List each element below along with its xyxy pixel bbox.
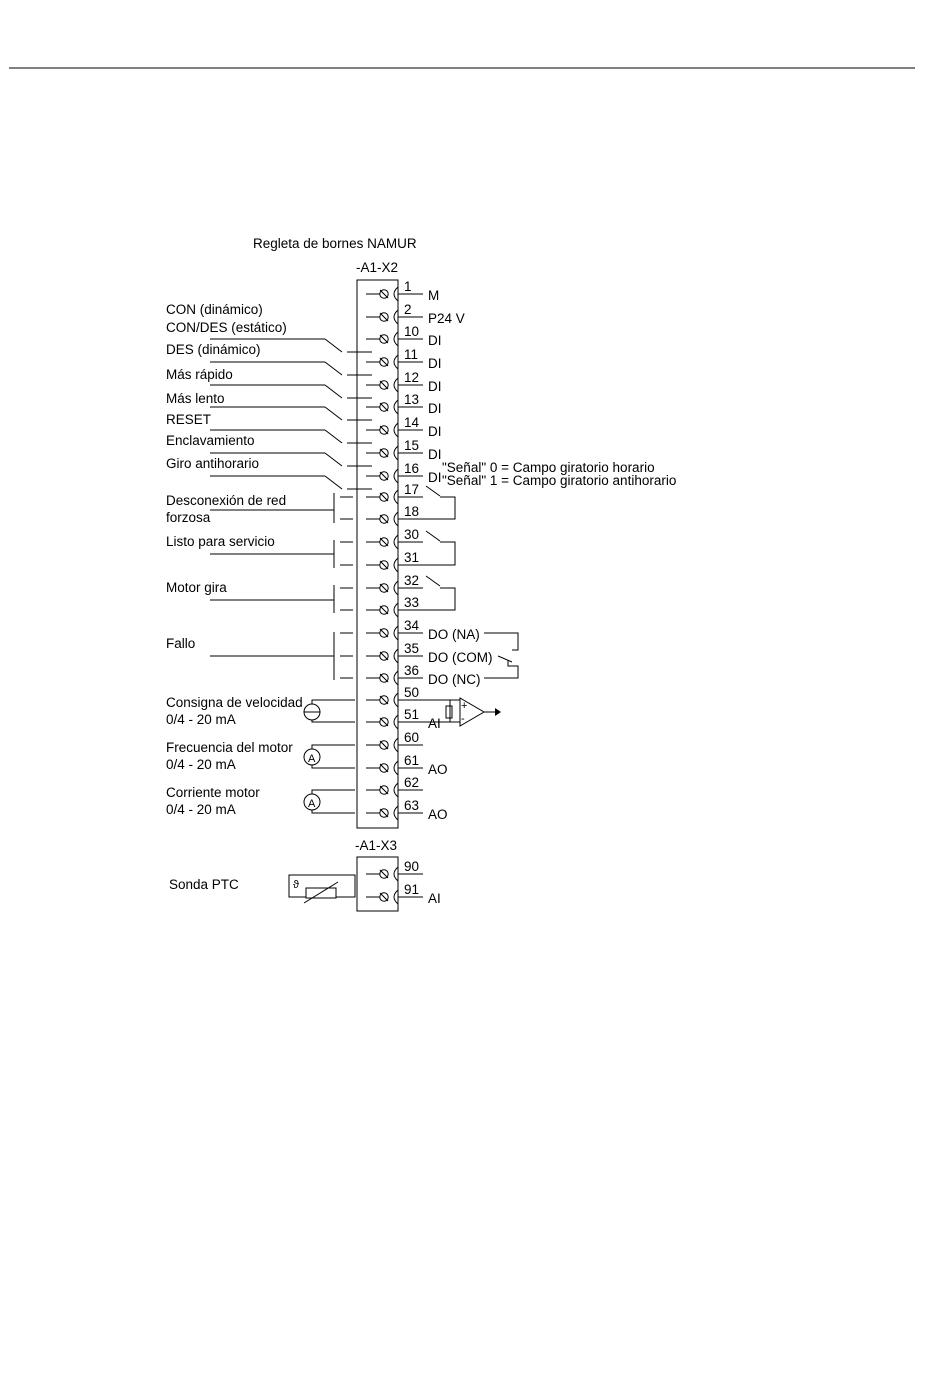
terminal-function: DI bbox=[428, 470, 442, 485]
label-faster: Más rápido bbox=[166, 367, 233, 382]
terminal-number: 61 bbox=[404, 753, 420, 768]
x2-terminal-34 bbox=[366, 618, 480, 642]
label-slower: Más lento bbox=[166, 391, 225, 406]
x2-terminal-51 bbox=[366, 707, 441, 731]
label-mains-off-2: forzosa bbox=[166, 510, 211, 525]
terminal-number: 63 bbox=[404, 798, 420, 813]
x2-terminal-62 bbox=[366, 775, 423, 797]
label-speed-setpoint: Consigna de velocidad bbox=[166, 695, 303, 710]
terminal-strip-x3 bbox=[357, 857, 398, 911]
terminal-number: 12 bbox=[404, 370, 420, 385]
terminal-function: DI bbox=[428, 356, 442, 371]
terminal-number: 50 bbox=[404, 685, 420, 700]
x2-terminal-15 bbox=[366, 438, 442, 462]
signal-note-0: "Señal" 0 = Campo giratorio horario bbox=[442, 460, 655, 475]
terminal-number: 17 bbox=[404, 482, 420, 497]
terminal-function: DI bbox=[428, 333, 442, 348]
terminal-function: DI bbox=[428, 424, 442, 439]
terminal-function: DI bbox=[428, 379, 442, 394]
label-con-des-static: CON/DES (estático) bbox=[166, 320, 287, 335]
x2-terminal-2 bbox=[366, 302, 465, 326]
x2-terminal-50 bbox=[366, 685, 423, 707]
svg-text:A: A bbox=[308, 798, 316, 810]
opamp-plus: + bbox=[461, 700, 468, 712]
terminal-function: DO (COM) bbox=[428, 650, 493, 665]
terminal-function: DO (NC) bbox=[428, 672, 481, 687]
opamp-minus: - bbox=[461, 713, 465, 725]
terminal-function: AO bbox=[428, 807, 448, 822]
terminal-number: 34 bbox=[404, 618, 420, 633]
x2-terminal-30 bbox=[366, 527, 423, 549]
x2-terminal-32 bbox=[366, 573, 423, 595]
terminal-number: 14 bbox=[404, 415, 420, 430]
terminal-number: 62 bbox=[404, 775, 420, 790]
terminal-number: 90 bbox=[404, 859, 420, 874]
label-des-dyn: DES (dinámico) bbox=[166, 342, 261, 357]
terminal-function: DI bbox=[428, 447, 442, 462]
label-motor-freq-range: 0/4 - 20 mA bbox=[166, 757, 236, 772]
terminal-function: DO (NA) bbox=[428, 627, 480, 642]
ptc-thermistor-icon bbox=[289, 875, 355, 903]
x2-terminal-1 bbox=[366, 279, 439, 303]
ammeter-icon bbox=[304, 745, 355, 768]
terminal-number: 2 bbox=[404, 302, 412, 317]
x2-terminal-35 bbox=[366, 641, 493, 665]
label-motor-current: Corriente motor bbox=[166, 785, 260, 800]
x2-terminal-17 bbox=[366, 482, 423, 504]
x2-terminal-13 bbox=[366, 392, 442, 416]
terminal-function: AI bbox=[428, 716, 441, 731]
label-con-dyn: CON (dinámico) bbox=[166, 302, 263, 317]
x2-terminal-10 bbox=[366, 324, 442, 348]
svg-text:A: A bbox=[308, 753, 316, 765]
terminal-number: 10 bbox=[404, 324, 420, 339]
x2-terminal-31 bbox=[366, 550, 423, 572]
terminal-function: AO bbox=[428, 762, 448, 777]
x3-terminal-90 bbox=[366, 859, 423, 881]
x2-terminal-36 bbox=[366, 663, 481, 687]
label-ptc: Sonda PTC bbox=[169, 877, 239, 892]
terminal-number: 36 bbox=[404, 663, 420, 678]
svg-text:ϑ: ϑ bbox=[293, 879, 300, 891]
terminal-function: M bbox=[428, 288, 440, 303]
x2-terminal-61 bbox=[366, 753, 448, 777]
terminal-function: DI bbox=[428, 401, 442, 416]
terminal-number: 16 bbox=[404, 461, 420, 476]
diagram-title: Regleta de bornes NAMUR bbox=[253, 236, 417, 251]
strip-x2-label: -A1-X2 bbox=[356, 260, 399, 275]
label-ccw: Giro antihorario bbox=[166, 456, 260, 471]
terminal-number: 13 bbox=[404, 392, 420, 407]
terminal-number: 11 bbox=[404, 347, 419, 362]
label-fault: Fallo bbox=[166, 636, 196, 651]
x2-terminal-33 bbox=[366, 595, 423, 617]
current-source-icon bbox=[304, 700, 355, 722]
terminal-number: 30 bbox=[404, 527, 420, 542]
x2-terminal-12 bbox=[366, 370, 442, 394]
label-reset: RESET bbox=[166, 412, 212, 427]
terminal-function: AI bbox=[428, 891, 441, 906]
strip-x3-label: -A1-X3 bbox=[355, 838, 398, 853]
x2-terminal-60 bbox=[366, 730, 423, 752]
x2-terminal-18 bbox=[366, 504, 423, 526]
label-interlock: Enclavamiento bbox=[166, 433, 255, 448]
x3-terminal-91 bbox=[366, 882, 441, 906]
terminal-number: 35 bbox=[404, 641, 420, 656]
terminal-number: 60 bbox=[404, 730, 420, 745]
relay-contact-icon bbox=[210, 493, 353, 680]
terminal-number: 31 bbox=[404, 550, 420, 565]
label-ready: Listo para servicio bbox=[166, 534, 275, 549]
x2-terminal-11 bbox=[366, 347, 442, 371]
terminal-number: 15 bbox=[404, 438, 420, 453]
terminal-number: 51 bbox=[404, 707, 420, 722]
terminal-number: 33 bbox=[404, 595, 420, 610]
terminal-list-x3 bbox=[366, 859, 441, 906]
terminal-function: P24 V bbox=[428, 311, 465, 326]
signal-note-1: "Señal" 1 = Campo giratorio antihorario bbox=[442, 473, 677, 488]
label-speed-setpoint-range: 0/4 - 20 mA bbox=[166, 712, 236, 727]
terminal-list-x2 bbox=[366, 279, 493, 822]
terminal-number: 1 bbox=[404, 279, 412, 294]
label-motor-current-range: 0/4 - 20 mA bbox=[166, 802, 236, 817]
x2-terminal-63 bbox=[366, 798, 448, 822]
x2-terminal-14 bbox=[366, 415, 442, 439]
label-mains-off-1: Desconexión de red bbox=[166, 493, 287, 508]
terminal-number: 91 bbox=[404, 882, 420, 897]
terminal-number: 32 bbox=[404, 573, 420, 588]
label-motor-freq: Frecuencia del motor bbox=[166, 740, 293, 755]
terminal-number: 18 bbox=[404, 504, 420, 519]
label-motor-running: Motor gira bbox=[166, 580, 227, 595]
ammeter-icon bbox=[304, 790, 355, 813]
